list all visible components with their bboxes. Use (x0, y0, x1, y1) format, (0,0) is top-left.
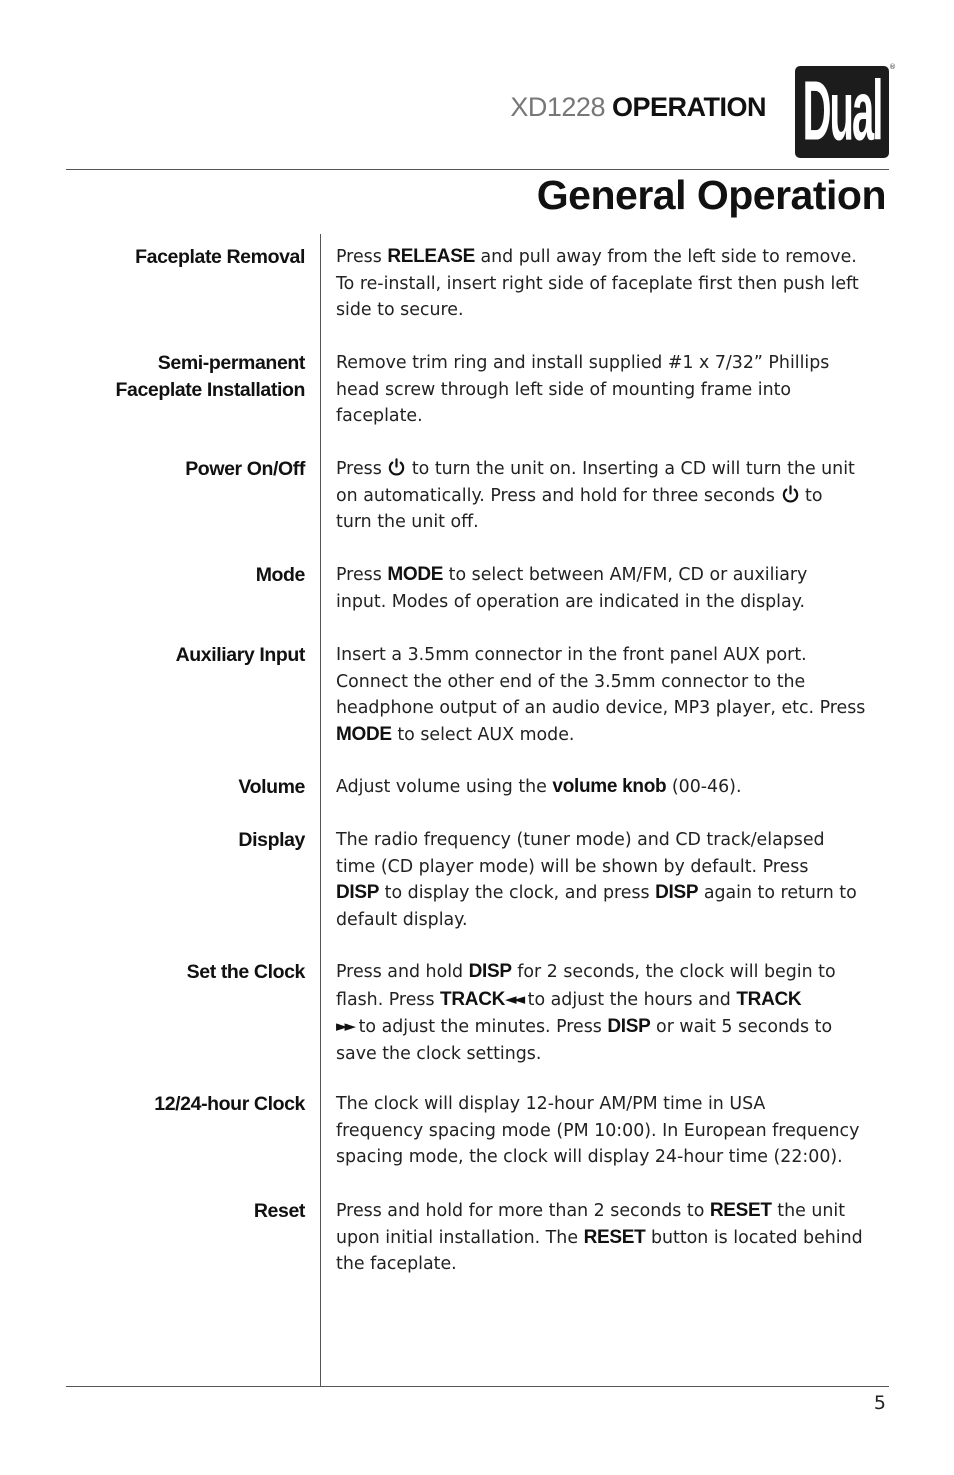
model-section: OPERATION (611, 92, 766, 122)
text-run: time (CD player mode) will be shown by default. Press (336, 856, 809, 877)
operation-description (336, 959, 891, 1067)
description-line (336, 244, 891, 271)
term-line: Display (238, 829, 305, 851)
button-name: RELEASE (387, 246, 475, 267)
text-run: The clock will display 12-hour AM/PM time in USA (336, 1094, 766, 1114)
operation-description (336, 562, 891, 615)
description-line (336, 1118, 891, 1145)
description-line (336, 509, 891, 536)
term-line: Mode (255, 564, 305, 586)
button-name: DISP (468, 961, 512, 982)
description-line (336, 986, 891, 1014)
operation-term (115, 350, 305, 404)
description-line (336, 1198, 891, 1225)
text-run: default display. (336, 909, 468, 930)
operation-term (254, 1198, 305, 1225)
operation-description (336, 774, 891, 801)
operation-description (336, 642, 891, 748)
model-heading (510, 92, 766, 123)
text-run: button is located behind (645, 1227, 863, 1248)
description-line (336, 1225, 891, 1252)
text-run: frequency spacing mode (PM 10:00). In European frequency (336, 1120, 860, 1141)
operation-term (154, 1091, 305, 1118)
text-run: turn the unit off. (336, 512, 479, 532)
description-line (336, 854, 891, 881)
term-line: Power On/Off (185, 458, 305, 480)
operation-term (185, 456, 305, 483)
operation-term (135, 244, 305, 271)
operation-description (336, 1198, 891, 1278)
term-line: Set the Clock (186, 961, 305, 983)
text-run: input. Modes of operation are indicated in the display. (336, 591, 806, 612)
column-divider (320, 234, 321, 1386)
dual-logo (795, 66, 889, 158)
term-line: Reset (253, 1200, 305, 1222)
text-run: save the clock settings. (336, 1043, 542, 1064)
button-name: DISP (607, 1016, 651, 1037)
button-name: DISP (336, 882, 380, 903)
operation-description (336, 827, 891, 933)
description-line (336, 880, 891, 907)
text-run: Press and hold for more than 2 seconds to (336, 1201, 710, 1221)
description-line (336, 1251, 891, 1278)
description-line (336, 722, 891, 749)
description-line (336, 695, 891, 722)
term-line: Faceplate Removal (135, 246, 305, 268)
power-icon (387, 457, 406, 477)
description-line (336, 907, 891, 934)
rewind-icon: ◄◄ (505, 989, 523, 1008)
description-line (336, 1013, 891, 1041)
operation-description (336, 456, 891, 536)
description-line (336, 827, 891, 854)
description-line (336, 669, 891, 696)
description-line (336, 403, 891, 430)
description-line (336, 483, 891, 510)
term-line: Volume (238, 776, 305, 798)
text-run: (00-46). (666, 777, 742, 797)
text-run: for 2 seconds, the clock will begin to (511, 962, 836, 982)
term-line: Semi-permanent (157, 352, 305, 374)
button-name: TRACK (736, 988, 802, 1010)
text-run: again to return to (698, 883, 857, 903)
description-line (336, 1091, 891, 1118)
page-title: General Operation (536, 172, 886, 218)
button-name: MODE (336, 723, 392, 745)
text-run: to (799, 485, 823, 506)
text-run: to turn the unit on. Inserting a CD will turn the unit (406, 459, 855, 479)
operation-term (256, 562, 305, 589)
text-run: to display the clock, and press (379, 883, 656, 903)
text-run: Press (336, 565, 388, 585)
fast-forward-icon: ►► (336, 1017, 354, 1035)
registered-mark: ® (889, 63, 896, 71)
text-run: to select AUX mode. (391, 724, 575, 745)
text-run: Insert a 3.5mm connector in the front panel AUX port. (336, 645, 807, 665)
text-run: to adjust the hours and (522, 989, 737, 1010)
text-run: the faceplate. (336, 1254, 457, 1274)
text-run: Remove trim ring and install supplied #1 x 7/32” Phillips (336, 353, 830, 373)
footer-rule (66, 1386, 889, 1387)
description-line (336, 1041, 891, 1068)
text-run: to adjust the minutes. Press (353, 1017, 608, 1037)
text-run: The radio frequency (tuner mode) and CD track/elapsed (336, 830, 825, 850)
description-line (336, 456, 891, 483)
description-line (336, 959, 891, 986)
text-run: Press (336, 247, 388, 267)
button-name: RESET (583, 1226, 646, 1248)
operation-description (336, 1091, 891, 1171)
text-run: Adjust volume using the (336, 777, 553, 797)
text-run: Connect the other end of the 3.5mm connector to the (336, 671, 806, 692)
text-run: side to secure. (336, 300, 464, 320)
button-name: MODE (387, 564, 444, 585)
text-run: Press and hold (336, 962, 469, 982)
operation-term (238, 774, 305, 801)
button-name: volume knob (552, 776, 667, 797)
description-line (336, 562, 891, 589)
description-line (336, 642, 891, 669)
description-line (336, 297, 891, 324)
text-run: To re-install, insert right side of faceplate first then push left (336, 273, 859, 294)
description-line (336, 589, 891, 616)
button-name: TRACK (440, 988, 506, 1010)
description-line (336, 1144, 891, 1171)
operation-term (187, 959, 305, 986)
text-run: spacing mode, the clock will display 24-hour time (22:00). (336, 1147, 843, 1167)
text-run: or wait 5 seconds to (650, 1017, 833, 1037)
logo-text: Dual (802, 65, 882, 159)
text-run: and pull away from the left side to remove. (474, 247, 857, 267)
text-run: head screw through left side of mounting frame into (336, 379, 792, 400)
term-line: Auxiliary Input (175, 644, 305, 666)
description-line (336, 350, 891, 377)
operation-term (176, 642, 305, 669)
text-run: the unit (771, 1201, 846, 1221)
description-line (336, 271, 891, 298)
description-line (336, 774, 891, 801)
text-run: headphone output of an audio device, MP3 player, etc. Press (336, 698, 866, 718)
text-run: on automatically. Press and hold for three seconds (336, 485, 781, 506)
button-name: RESET (709, 1200, 772, 1221)
description-line (336, 377, 891, 404)
text-run: flash. Press (336, 989, 441, 1010)
operation-term (238, 827, 305, 854)
button-name: DISP (655, 882, 699, 903)
text-run: to select between AM/FM, CD or auxiliary (443, 565, 808, 585)
term-line: 12/24-hour Clock (154, 1093, 305, 1115)
model-number: XD1228 (510, 92, 605, 122)
term-line: Faceplate Installation (115, 379, 305, 401)
operation-description (336, 244, 891, 324)
operation-description (336, 350, 891, 430)
power-icon (781, 484, 800, 504)
text-run: Press (336, 459, 388, 479)
header-rule (66, 169, 889, 170)
page-number: 5 (873, 1392, 886, 1414)
text-run: upon initial installation. The (336, 1227, 584, 1248)
text-run: faceplate. (336, 406, 423, 426)
